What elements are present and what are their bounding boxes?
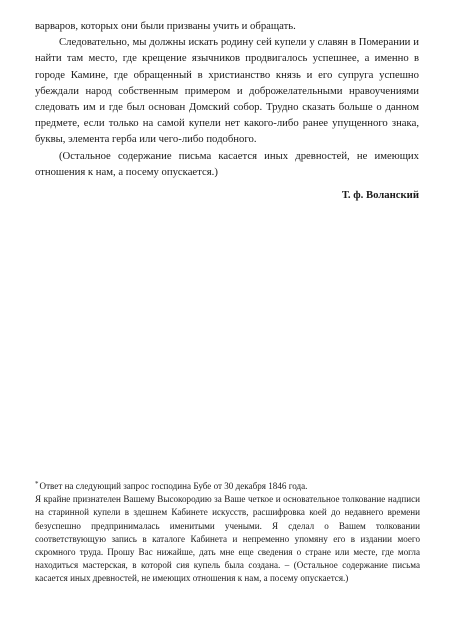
footnote xyxy=(35,478,420,586)
footnote-heading xyxy=(35,478,420,493)
footnote-heading-text: Ответ на следующий запрос господина Бубе от 30 декабря 1846 года. xyxy=(39,481,308,491)
main-text xyxy=(35,18,419,180)
footnote-text: Я крайне признателен Вашему Высокородию за Ваше четкое и основательное толкование надписи на старинной купели в здешнем Кабинете искусств, расшифровка коей до недавнего времени безуспешно предпринималась именитыми учеными. Я сделал о Вашем толковании соответствующую запись в каталоге Кабинета и непременно упомяну его в издании моего скромного труда. Прошу Вас нижайше, дать мне еще сведения о стране или месте, где могла находиться мастерская, в которой сия купель была создана. – (Остальное содержание письма касается иных древностей, не имеющих отношения к нам, а посему опускается.) xyxy=(35,494,420,584)
paragraph: (Остальное содержание письма касается иных древностей, не имеющих отношения к нам, а посему опускается.) xyxy=(35,149,419,178)
paragraph: Следовательно, мы должны искать родину сей купели у славян в Померании и найти там место, где крещение язычников продвигалось успешнее, а именно в городе Камине, где обращенный в христианство князь и его супруга успешно убеждали народ собственным примером и доброжелательными нравоучениями следовать им и где был основан Домский собор. Трудно сказать больше о данном предмете, если только на самой купели нет какого-либо ранее упущенного знака, буквы, элемента герба или чего-либо подобного. xyxy=(35,36,419,146)
carried-over-line: варваров, которых они были призваны учить и обращать. xyxy=(35,20,296,32)
signature: Т. ф. Воланский xyxy=(341,189,419,201)
footnote-marker: * xyxy=(35,480,39,488)
